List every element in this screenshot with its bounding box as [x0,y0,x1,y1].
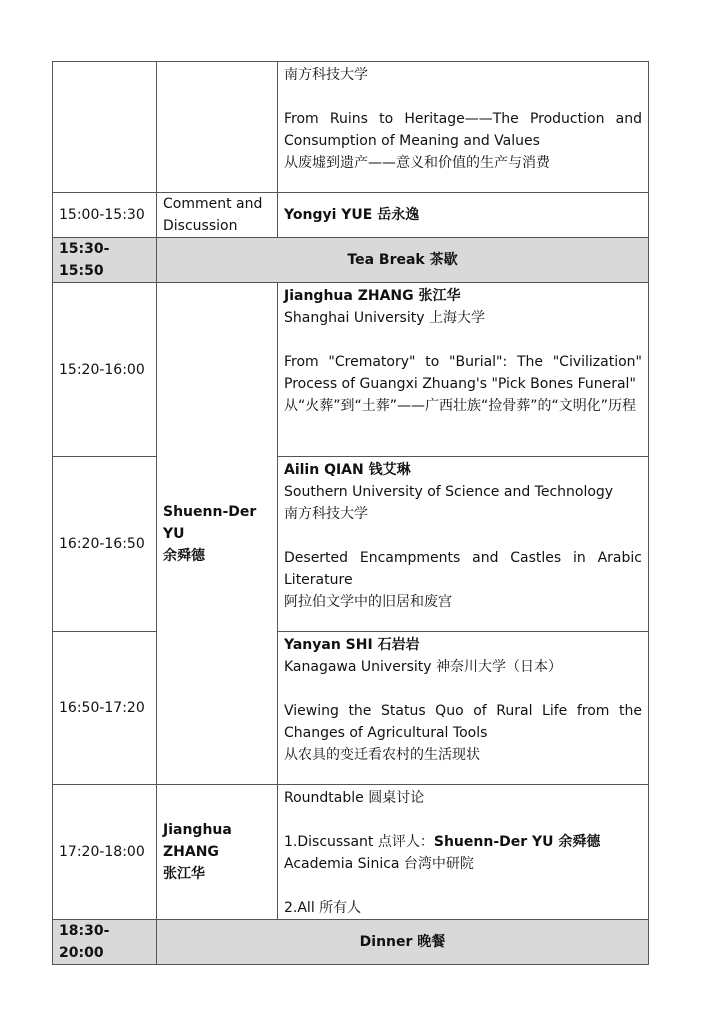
chair-name-line: ZHANG [163,844,219,860]
talk-affiliation: Shanghai University 上海大学 [284,310,485,326]
schedule-table [52,61,649,965]
discussant-prefix: 1.Discussant 点评人： [284,834,434,850]
talk-title-zh: 从农具的变迁看农村的生活现状 [284,747,480,763]
roundtable-cell [278,785,649,920]
session-chair [157,283,278,785]
schedule-row-talk [53,632,649,785]
schedule-row-continued [53,62,649,193]
chair-name-line: 余舜德 [163,547,205,564]
schedule-row-dinner [53,920,649,965]
break-label: Tea Break 茶歇 [157,238,649,283]
time-cell: 15:30-15:50 [53,238,157,283]
talk-cell [278,457,649,632]
chair-name-line: Shuenn-Der [163,503,257,520]
roundtable-heading: Roundtable 圆桌讨论 [284,790,425,806]
talk-title-zh: 阿拉伯文学中的旧居和废宫 [284,594,452,610]
talk-cell [278,62,649,193]
time-cell: 15:20-16:00 [53,283,157,457]
talk-speaker: Ailin QIAN 钱艾琳 [284,462,411,478]
discussant-line [284,831,642,853]
discussant-affiliation: Academia Sinica 台湾中研院 [284,856,474,872]
talk-title-en: Deserted Encampments and Castles in Arabic Literature [284,550,642,588]
chair-name-line: Jianghua [163,822,232,838]
talk-cell [278,632,649,785]
schedule-row-roundtable [53,785,649,920]
session-label: Comment and Discussion [157,193,278,238]
talk-affiliation: Southern University of Science and Technology [284,484,614,500]
talk-affiliation-zh: 南方科技大学 [284,506,368,522]
chair-name-line: 张江华 [163,866,205,882]
time-cell: 16:50-17:20 [53,632,157,785]
talk-title-en: Viewing the Status Quo of Rural Life from the Changes of Agricultural Tools [284,703,642,741]
chair-name-line: YU [163,525,185,542]
talk-title-zh: 从“火葬”到“土葬”——广西壮族“捡骨葬”的“文明化”历程 [284,398,637,414]
time-cell: 16:20-16:50 [53,457,157,632]
talk-speaker: Yanyan SHI 石岩岩 [284,637,420,653]
time-cell: 15:00-15:30 [53,193,157,238]
talk-affiliation: Kanagawa University 神奈川大学（日本） [284,659,562,675]
talk-cell [278,283,649,457]
commentator: Yongyi YUE 岳永逸 [278,193,649,238]
session-chair [157,785,278,920]
break-label: Dinner 晚餐 [157,920,649,965]
talk-affiliation: 南方科技大学 [284,67,368,83]
time-cell: 17:20-18:00 [53,785,157,920]
talk-title-en: From Ruins to Heritage——The Production and Consumption of Meaning and Values [284,111,642,149]
talk-title-zh: 从废墟到遗产——意义和价值的生产与消费 [284,155,550,171]
discussant-name: Shuenn-Der YU 余舜德 [433,834,601,850]
schedule-row-talk [53,457,649,632]
time-cell [53,62,157,193]
schedule-row-comment [53,193,649,238]
talk-title-en: From "Crematory" to "Burial": The "Civilization" Process of Guangxi Zhuang's "Pick Bones Funeral" [284,354,642,392]
time-cell: 18:30-20:00 [53,920,157,965]
schedule-row-talk [53,283,649,457]
roundtable-all: 2.All 所有人 [284,900,362,916]
schedule-row-tea-break [53,238,649,283]
talk-speaker: Jianghua ZHANG 张江华 [284,288,461,304]
chair-cell [157,62,278,193]
